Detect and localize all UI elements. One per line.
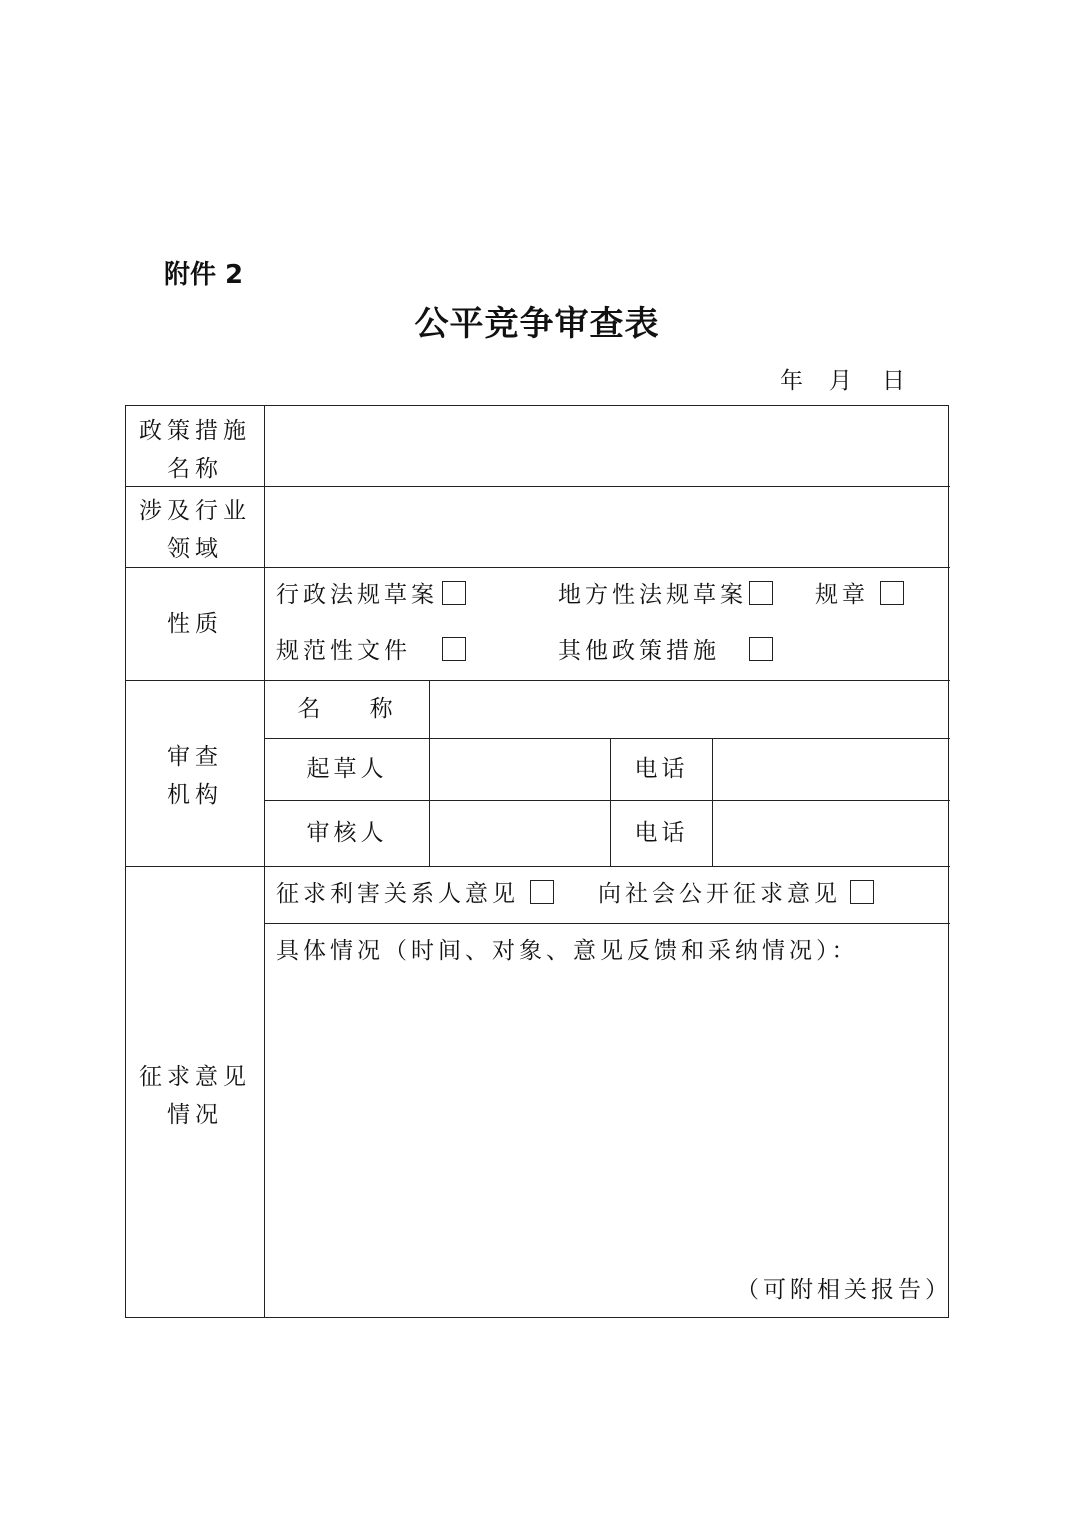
policy-name-label-line1: 政策措施	[139, 418, 251, 444]
drafter-phone-field[interactable]	[714, 740, 948, 799]
drafter-label: 起草人	[306, 756, 388, 782]
row-divider	[126, 866, 950, 867]
stakeholder-option-label: 征求利害关系人意见	[276, 881, 519, 907]
opinion-label-line1: 征求意见	[139, 1064, 251, 1090]
normative-document-checkbox[interactable]	[442, 637, 466, 661]
row-divider	[265, 800, 950, 801]
page-title: 公平竞争审查表	[414, 304, 660, 344]
industry-label-line2: 领域	[167, 536, 223, 562]
column-divider	[264, 406, 265, 1317]
policy-name-label-line2: 名称	[167, 456, 223, 482]
reviewer-field[interactable]	[431, 802, 609, 865]
reviewer-label: 审核人	[306, 820, 388, 846]
row-divider	[265, 738, 950, 739]
review-org-label-line1: 审查	[167, 744, 223, 770]
date-year-label: 年	[780, 368, 803, 394]
org-name-field[interactable]	[431, 682, 948, 737]
attachment-label: 附件 2	[164, 260, 244, 290]
reviewer-phone-label: 电话	[634, 820, 689, 846]
option-rules-label: 规章	[815, 582, 869, 608]
rules-checkbox[interactable]	[880, 581, 904, 605]
review-org-label-line2: 机构	[167, 782, 223, 808]
drafter-field[interactable]	[431, 740, 609, 799]
review-form-table	[125, 405, 952, 1318]
date-month-label: 月	[829, 368, 852, 394]
option-admin-regulation-draft-label: 行政法规草案	[276, 582, 438, 608]
stakeholder-checkbox[interactable]	[530, 880, 554, 904]
industry-field[interactable]	[266, 488, 948, 566]
details-label: 具体情况（时间、对象、意见反馈和采纳情况）：	[276, 938, 859, 964]
policy-name-label	[126, 412, 264, 488]
date-day-label: 日	[882, 368, 905, 394]
nature-label: 性质	[167, 611, 223, 637]
industry-label-line1: 涉及行业	[139, 498, 251, 524]
column-divider	[429, 680, 430, 866]
details-field[interactable]	[271, 976, 941, 1266]
review-org-label	[126, 738, 264, 814]
other-policy-checkbox[interactable]	[749, 637, 773, 661]
option-normative-document-label: 规范性文件	[276, 638, 411, 664]
reviewer-phone-field[interactable]	[714, 802, 948, 865]
column-divider	[712, 738, 713, 866]
public-opinion-checkbox[interactable]	[850, 880, 874, 904]
admin-regulation-draft-checkbox[interactable]	[442, 581, 466, 605]
local-regulation-draft-checkbox[interactable]	[749, 581, 773, 605]
row-divider	[265, 923, 950, 924]
public-option-label: 向社会公开征求意见	[598, 881, 841, 907]
row-divider	[126, 680, 950, 681]
attach-report-note: （可附相关报告）	[736, 1277, 952, 1303]
opinion-label	[126, 1058, 264, 1134]
industry-label	[126, 492, 264, 568]
option-other-policy-label: 其他政策措施	[558, 638, 720, 664]
opinion-label-line2: 情况	[167, 1102, 223, 1128]
option-local-regulation-draft-label: 地方性法规草案	[558, 582, 747, 608]
policy-name-field[interactable]	[266, 407, 948, 485]
drafter-phone-label: 电话	[634, 756, 689, 782]
org-name-label: 名 称	[297, 696, 397, 722]
